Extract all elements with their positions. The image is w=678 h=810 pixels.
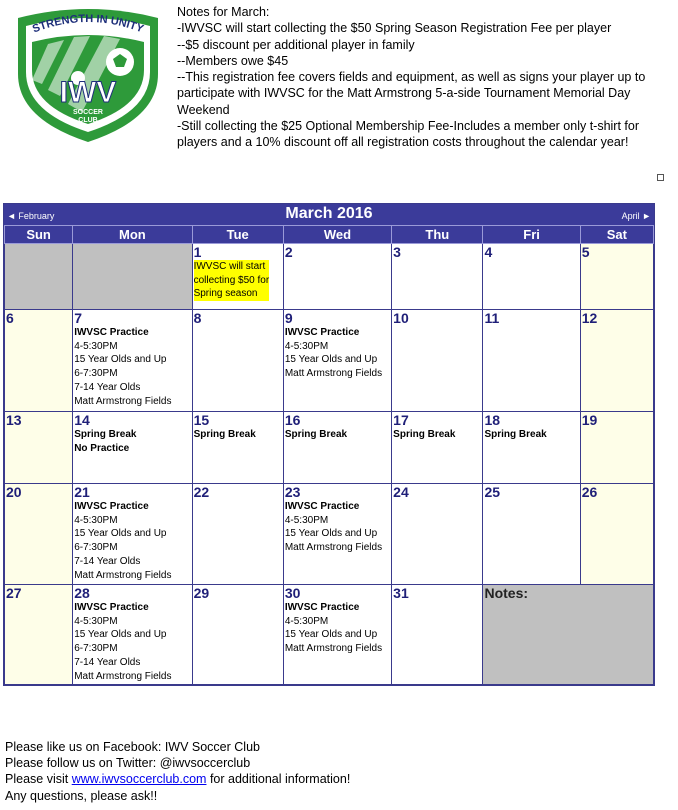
day-cell-18[interactable] [483, 412, 580, 484]
prev-month-link[interactable]: ◄ February [7, 211, 55, 221]
week-row [5, 244, 654, 310]
event-line: Spring season [193, 288, 258, 300]
day-number: 19 [581, 412, 598, 428]
day-cell-27[interactable] [5, 585, 73, 685]
day-cell-9[interactable] [283, 310, 391, 412]
day-cell-17[interactable] [392, 412, 483, 484]
day-cell-2[interactable] [283, 244, 391, 310]
day-number: 9 [284, 310, 293, 326]
day-cell-1[interactable] [192, 244, 283, 310]
day-number: 1 [193, 244, 202, 260]
resize-handle[interactable] [657, 174, 664, 181]
day-cell-13[interactable] [5, 412, 73, 484]
event-detail: Matt Armstrong Fields [74, 670, 172, 682]
event-detail: Matt Armstrong Fields [284, 368, 383, 380]
calendar-header [4, 204, 654, 225]
notes-heading: Notes for March: [177, 5, 270, 19]
day-cell-20[interactable] [5, 484, 73, 585]
day-number: 29 [193, 585, 210, 601]
event-detail: 6-7:30PM [74, 643, 118, 655]
visit-suffix: for additional information! [206, 772, 351, 787]
event-detail: 15 Year Olds and Up [74, 629, 167, 641]
weekday-header-row [5, 226, 654, 244]
day-cell-15[interactable] [192, 412, 283, 484]
notes-line: -Still collecting the $25 Optional Membership Fee-Includes a member only t-shirt for players and a 10% discount off all registration costs throughout the calendar year! [177, 119, 640, 150]
calendar-title: March 2016 [285, 205, 373, 222]
day-cell-16[interactable] [283, 412, 391, 484]
day-number: 30 [284, 585, 301, 601]
event-detail: 4-5:30PM [284, 615, 329, 627]
weekday-thu: Thu [392, 226, 483, 244]
march-calendar [3, 203, 655, 686]
calendar-body [5, 244, 654, 685]
day-number: 14 [74, 412, 90, 428]
event-title: IWVSC Practice [74, 327, 149, 338]
questions-line: Any questions, please ask!! [5, 788, 158, 803]
event-title: IWVSC Practice [74, 602, 149, 613]
notes-line: -IWVSC will start collecting the $50 Spring Season Registration Fee per player [177, 21, 612, 36]
event-detail: 6-7:30PM [74, 368, 118, 380]
event-detail: 7-14 Year Olds [74, 555, 141, 567]
day-cell-21[interactable] [73, 484, 192, 585]
event-title: Spring Break [74, 429, 137, 440]
day-cell-26[interactable] [580, 484, 653, 585]
event-detail: Matt Armstrong Fields [284, 542, 383, 554]
march-notes [177, 4, 657, 151]
day-cell-5[interactable] [580, 244, 653, 310]
logo-subtitle-1: SOCCER [73, 109, 103, 116]
weekday-tue: Tue [192, 226, 283, 244]
day-number: 26 [581, 484, 598, 500]
weekday-mon: Mon [73, 226, 192, 244]
day-number: 18 [484, 412, 501, 428]
notes-line: --This registration fee covers fields and equipment, as well as signs your player up to participate with IWVSC for the Matt Armstrong 5-a-side Tournament Memorial Day Weekend [177, 70, 646, 117]
day-cell-24[interactable] [392, 484, 483, 585]
day-number: 10 [393, 310, 409, 326]
notes-line: --Members owe $45 [177, 53, 289, 68]
weekday-sat: Sat [580, 226, 653, 244]
day-number: 24 [393, 484, 409, 500]
day-number: 31 [393, 585, 409, 601]
event-detail: 7-14 Year Olds [74, 656, 141, 668]
weekday-sun: Sun [5, 226, 73, 244]
day-cell-10[interactable] [392, 310, 483, 412]
day-cell-14[interactable] [73, 412, 192, 484]
day-number: 6 [6, 310, 14, 326]
twitter-line: Please follow us on Twitter: @iwvsoccerclub [5, 756, 251, 771]
event-detail: 15 Year Olds and Up [284, 629, 378, 641]
event-detail: 4-5:30PM [74, 514, 118, 526]
event-title: Spring Break [284, 429, 348, 440]
day-number: 27 [6, 585, 22, 601]
empty-day-cell[interactable] [73, 244, 192, 310]
day-number: 28 [74, 585, 90, 601]
day-cell-19[interactable] [580, 412, 653, 484]
day-cell-12[interactable] [580, 310, 653, 412]
notes-cell[interactable] [483, 585, 654, 685]
day-cell-30[interactable] [283, 585, 391, 685]
event-title: No Practice [74, 442, 130, 454]
day-cell-7[interactable] [73, 310, 192, 412]
day-number: 20 [6, 484, 22, 500]
empty-day-cell[interactable] [5, 244, 73, 310]
event-line: collecting $50 for [193, 274, 270, 286]
weekday-fri: Fri [483, 226, 580, 244]
event-detail: 15 Year Olds and Up [284, 354, 378, 366]
event-title: Spring Break [393, 429, 456, 440]
day-number: 5 [581, 244, 590, 260]
week-row [5, 412, 654, 484]
calendar-grid [4, 225, 654, 685]
day-number: 13 [6, 412, 22, 428]
day-number: 15 [193, 412, 210, 428]
day-number: 2 [284, 244, 293, 260]
day-cell-29[interactable] [192, 585, 283, 685]
day-cell-8[interactable] [192, 310, 283, 412]
day-cell-23[interactable] [283, 484, 391, 585]
event-detail: Matt Armstrong Fields [284, 643, 383, 655]
event-title: Spring Break [484, 429, 547, 440]
event-detail: 4-5:30PM [74, 340, 118, 352]
day-number: 23 [284, 484, 301, 500]
week-row [5, 585, 654, 685]
day-number: 12 [581, 310, 598, 326]
event-detail: Matt Armstrong Fields [74, 395, 172, 407]
event-detail: 6-7:30PM [74, 542, 118, 554]
event-detail: Matt Armstrong Fields [74, 569, 172, 581]
day-cell-4[interactable] [483, 244, 580, 310]
website-link[interactable]: www.iwvsoccerclub.com [71, 772, 207, 787]
week-row [5, 310, 654, 412]
day-cell-31[interactable] [392, 585, 483, 685]
day-number: 11 [484, 310, 500, 326]
visit-line [5, 771, 350, 787]
day-number: 16 [284, 412, 301, 428]
day-number: 8 [193, 310, 202, 326]
day-cell-11[interactable] [483, 310, 580, 412]
day-number: 7 [74, 310, 82, 326]
event-detail: 7-14 Year Olds [74, 381, 141, 393]
day-number: 3 [393, 244, 401, 260]
event-detail: 4-5:30PM [284, 340, 329, 352]
notes-line: --$5 discount per additional player in family [177, 37, 415, 52]
event-title: IWVSC Practice [284, 501, 360, 512]
logo-club-text: IWV [59, 76, 117, 109]
day-cell-3[interactable] [392, 244, 483, 310]
facebook-line: Please like us on Facebook: IWV Soccer Club [5, 740, 260, 754]
day-cell-6[interactable] [5, 310, 73, 412]
event-title: IWVSC Practice [284, 602, 360, 613]
week-row [5, 484, 654, 585]
event-title: IWVSC Practice [284, 327, 360, 338]
logo-arc-text: STRENGTH IN UNITY [30, 12, 146, 36]
day-number: 21 [74, 484, 90, 500]
event-detail: 15 Year Olds and Up [74, 528, 167, 540]
day-cell-28[interactable] [73, 585, 192, 685]
logo-subtitle-2: CLUB [78, 117, 98, 124]
visit-prefix: Please visit [5, 772, 72, 787]
event-detail: 4-5:30PM [74, 615, 118, 627]
event-detail: 15 Year Olds and Up [74, 354, 167, 366]
event-title: Spring Break [193, 429, 256, 440]
event-title: IWVSC Practice [74, 501, 149, 512]
footer [5, 739, 350, 804]
day-cell-22[interactable] [192, 484, 283, 585]
day-number: 25 [484, 484, 501, 500]
highlighted-event [194, 260, 270, 301]
next-month-link[interactable]: April ► [621, 211, 651, 221]
day-number: 4 [484, 244, 493, 260]
notes-label: Notes: [484, 585, 529, 601]
day-number: 17 [393, 412, 409, 428]
weekday-wed: Wed [283, 226, 391, 244]
day-cell-25[interactable] [483, 484, 580, 585]
event-line: IWVSC will start [193, 261, 266, 272]
club-logo [8, 4, 168, 144]
day-number: 22 [193, 484, 210, 500]
event-detail: 15 Year Olds and Up [284, 528, 378, 540]
event-detail: 4-5:30PM [284, 514, 329, 526]
